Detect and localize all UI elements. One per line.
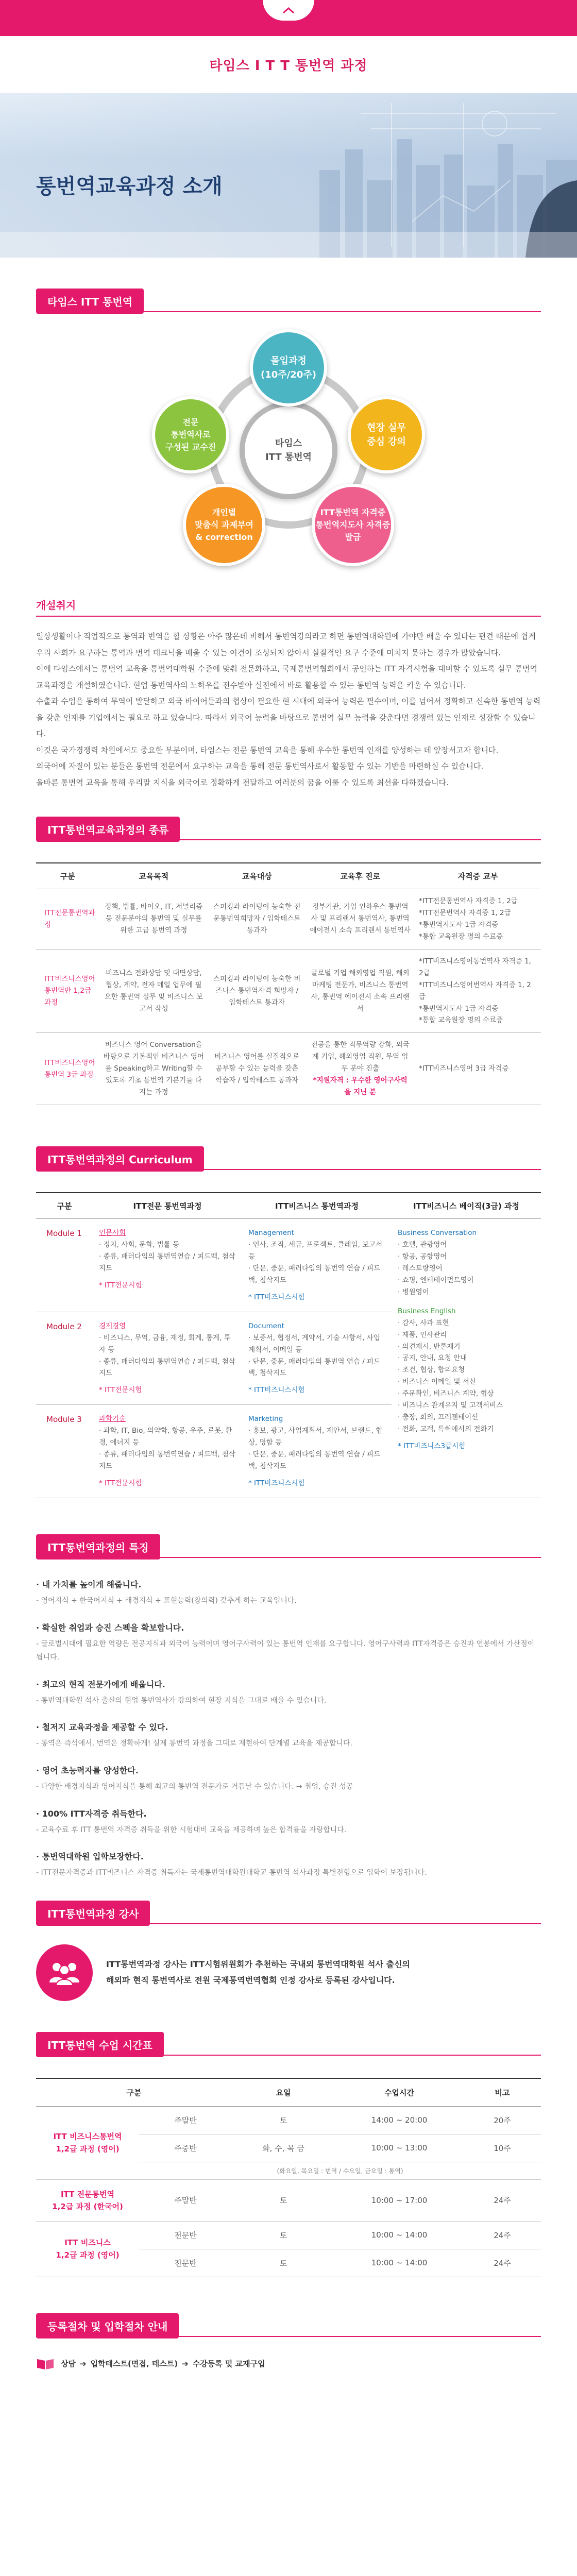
cell-body: · 감사, 사과 표현 · 제품, 인사관리 · 의견제시, 반론제기 · 공지, 안내, 요청 안내 · 조건, 협상, 합의요청 · 비즈니스 이메일 및 서신 · 주문확인, 비즈니스 계약, 협상 · 비즈니스 관계유지 및 고객서비스 · 출장, 회의, 프레젠테이션 · 전화, 고객, 특허에서의 전화기 — [398, 1318, 503, 1434]
section-heading: ITT통번역과정 강사 — [36, 1901, 150, 1926]
purpose-paragraph: 이에 타임스에서는 통번역 교육을 통번역대학원 수준에 맞춰 전문화하고, 국제통번역협회에서 공인하는 ITT 자격시험을 대비할 수 있도록 실무 통번역 교육과정을 개설하였습니다. 현업 통번역사의 노하우를 전수받아 실전에서 바로 활용할 수 있는 통번역 능력을 키울 수 있습니다. — [36, 664, 537, 690]
cell-note: * ITT전문시험 — [99, 1281, 142, 1290]
col-header: 교육대상 — [208, 863, 306, 889]
cell-title: 인문사회 — [99, 1229, 126, 1238]
purpose-text — [36, 629, 541, 791]
cell-body: · 홍보, 광고, 사업계획서, 제안서, 브랜드, 협상, 명함 등 · 단문, 중문, 패러다임의 통번역 연습 / 피드백, 첨삭지도 — [248, 1427, 383, 1471]
cycle-node-faculty — [152, 396, 229, 473]
cycle-node-label: 전문 통번역사로 구성된 교수진 — [165, 417, 216, 452]
divider — [36, 2055, 541, 2056]
divider — [36, 1923, 541, 1924]
class-type: 전문반 — [139, 2249, 232, 2277]
cell-note: * ITT비즈니스3급시험 — [398, 1442, 466, 1450]
course-cert: *ITT비즈니스영어통번역사 자격증 1, 2급 *ITT비즈니스영어번역사 자격증 1, 2급 *통번역지도사 1급 자격증 *통합 교육원장 명의 수료증 — [415, 949, 541, 1033]
class-day: 토 — [232, 2106, 335, 2134]
section-heading: ITT통번역교육과정의 종류 — [36, 817, 180, 842]
cycle-node-label: 몰입과정 (10주/20주) — [261, 355, 316, 380]
col-header: 수업시간 — [335, 2078, 464, 2107]
feature-desc: - 글로벌시대에 필요한 역량은 전공지식과 외국어 능력이며 영어구사력이 있는 통번역 인재를 요구합니다. 영어구사력과 ITT자격증은 승진과 연봉에서 가산점이 됩니다. — [36, 1639, 535, 1662]
divider — [36, 616, 541, 617]
table-row — [36, 2221, 541, 2249]
class-time: 10:00 ~ 14:00 — [335, 2249, 464, 2277]
class-note: 24주 — [464, 2179, 541, 2221]
cell-note: * ITT전문시험 — [99, 1479, 142, 1487]
feature-title: · 내 가치를 높이게 해줍니다. — [36, 1579, 142, 1589]
col-header: ITT비즈니스 베이직(3급) 과정 — [392, 1193, 541, 1219]
module-name: Module 2 — [36, 1312, 93, 1405]
class-type: 주말반 — [139, 2106, 232, 2134]
cell-body: · 정치, 사회, 문화, 법률 등 · 종류, 패러다임의 통번역연습 / 피드백, 첨삭지도 — [99, 1241, 235, 1273]
section-features — [0, 1534, 577, 1560]
cycle-node-label: ITT통번역 자격증 통번역지도사 자격증 발급 — [315, 507, 391, 542]
course-target: 스피킹과 라이팅이 능숙한 비즈니스 통번역자격 희망자 / 입학테스트 통과자 — [208, 949, 306, 1033]
cycle-node-label: 개인별 맞춤식 과제부여 & correction — [195, 507, 253, 542]
col-header: 교육후 진로 — [306, 863, 415, 889]
cycle-node-personal — [183, 484, 265, 566]
section-schedule — [0, 2032, 577, 2057]
feature-desc: - 통역은 즉석에서, 번역은 정확하게! 실제 통번역 과정을 그대로 재현하여 단계별 교육을 제공합니다. — [36, 1739, 352, 1748]
course-cert: *ITT전문통번역사 자격증 1, 2급 *ITT전문번역사 자격증 1, 2급 *통번역지도사 1급 자격증 *통합 교육원장 명의 수료증 — [415, 889, 541, 950]
cell-title: 경제경영 — [99, 1321, 126, 1330]
col-header: 자격증 교부 — [415, 863, 541, 889]
table-row — [36, 2179, 541, 2221]
feature-title: · 100% ITT자격증 취득한다. — [36, 1808, 147, 1819]
arrow-right-icon: ➔ — [79, 2359, 87, 2368]
curriculum-cell — [392, 1219, 541, 1498]
course-types-table — [36, 862, 541, 1105]
course-name: ITT비즈니스영어 통번역 3급 과정 — [36, 1033, 99, 1105]
cycle-node-certificate — [312, 484, 394, 566]
schedule-table — [36, 2078, 541, 2277]
lecturer-info — [36, 1944, 541, 2001]
curriculum-cell — [93, 1312, 242, 1405]
course-target: 비즈니스 영어를 실질적으로 공부할 수 있는 능력을 갖춘 학습자 / 입학테스트 통과자 — [208, 1033, 306, 1105]
feature-title: · 영어 초능력자를 양성한다. — [36, 1765, 139, 1775]
schedule-note: (화요일, 목요일 : 번역 / 수요일, 금요일 : 통역) — [139, 2162, 541, 2179]
class-note: 24주 — [464, 2249, 541, 2277]
career-text: 전공을 통한 직무역량 강화, 외국계 기업, 해외영업 직원, 무역 업무 분야 진출 — [311, 1041, 410, 1073]
section-purpose — [0, 597, 577, 617]
table-row — [36, 1219, 541, 1312]
curriculum-cell — [242, 1405, 392, 1498]
arrow-right-icon: ➔ — [182, 2359, 189, 2368]
feature-desc: - 교육수료 후 ITT 통번역 자격증 취득을 위한 시험대비 교육을 제공하며 높은 합격률을 자랑합니다. — [36, 1825, 347, 1834]
schedule-group: ITT 전문통번역 1,2급 과정 (한국어) — [36, 2179, 139, 2221]
feature-desc: - ITT전문자격증과 ITT비즈니스 자격증 취득자는 국제통번역대학원대학교 통번역 석사과정 특별전형으로 입학이 보장됩니다. — [36, 1869, 427, 1877]
course-career — [306, 1033, 415, 1105]
class-type: 주말반 — [139, 2179, 232, 2221]
feature-desc: - 영어지식 + 한국어지식 + 배경지식 + 표현능력(창의력) 갖추게 하는 교육입니다. — [36, 1596, 297, 1605]
section-heading: ITT통번역과정의 Curriculum — [36, 1146, 204, 1172]
course-purpose: 비즈니스 전화상담 및 대면상담, 협상, 계약, 전자 메일 업무에 필요한 통번역 실무 및 비즈니스 보고서 작성 — [99, 949, 209, 1033]
class-time: 10:00 ~ 17:00 — [335, 2179, 464, 2221]
hero-banner — [0, 93, 577, 258]
cell-title: Management — [248, 1229, 294, 1238]
lecturer-description: ITT통번역과정 강사는 ITT시험위원회가 추천하는 국내외 통번역대학원 석사 출신의 해외파 현직 통번역사로 전원 국제통역번역협회 인정 강사로 등록된 강사입니다. — [106, 1959, 410, 1985]
purpose-paragraph: 올바른 통번역 교육을 통해 우리말 지식을 외국어로 정확하게 전달하고 여러분의 꿈을 이룰 수 있도록 최선을 다하겠습니다. — [36, 777, 449, 787]
feature-item — [36, 1578, 541, 1608]
table-row — [36, 889, 541, 950]
scroll-top-button[interactable] — [263, 0, 314, 21]
cell-body: · 비즈니스, 무역, 금융, 재정, 회계, 통계, 투자 등 · 종류, 패러다임의 통번역연습 / 피드백, 첨삭지도 — [99, 1333, 235, 1378]
divider — [36, 839, 541, 840]
col-header: 비고 — [464, 2078, 541, 2107]
col-header: 요일 — [232, 2078, 335, 2107]
module-name: Module 3 — [36, 1405, 93, 1498]
course-name: ITT비즈니스영어 통번역반 1,2급 과정 — [36, 949, 99, 1033]
table-row — [36, 2106, 541, 2134]
purpose-paragraph: 수출과 수입을 통하여 무역이 발달하고 외국 바이어들과의 협상이 필요한 현 시대에 외국어 능력은 필수이며, 이를 넘어서 정확하고 신속한 통번역 능력을 갖춘 인재를 기업에서는 필요로 하고 있습니다. 따라서 외국어 능력을 바탕으로 통번역 실무 능력을 갖춘다면 경쟁력 있는 인재로 성장할 수 있습니다. — [36, 697, 541, 738]
feature-desc: - 다양한 배경지식과 영어지식을 통해 최고의 통번역 전문가로 거듭날 수 있습니다. → 취업, 승진 성공 — [36, 1782, 353, 1791]
cell-body: · 호텔, 관광영어 · 항공, 공항영어 · 레스토랑영어 · 쇼핑, 엔터테이먼트영어 · 병원영어 — [398, 1241, 474, 1296]
divider — [36, 1169, 541, 1170]
section-heading: ITT통번역 수업 시간표 — [36, 2032, 164, 2057]
divider — [36, 2336, 541, 2337]
table-row — [36, 949, 541, 1033]
cell-body: · 보증서, 협정서, 계약서, 기술 사항서, 사업계획서, 이메일 등 · 단문, 중문, 패러다임의 통번역 연습 / 피드백, 첨삭지도 — [248, 1333, 381, 1378]
feature-title: · 확실한 취업과 승진 스펙을 확보합니다. — [36, 1622, 184, 1633]
cell-title: Document — [248, 1321, 284, 1330]
schedule-group: ITT 비즈니스 1,2급 과정 (영어) — [36, 2221, 139, 2277]
course-title: 타임스 I T T 통번역 과정 — [209, 58, 368, 74]
class-note: 24주 — [464, 2221, 541, 2249]
feature-item — [36, 1678, 541, 1708]
course-target: 스피킹과 라이팅이 능숙한 전문통번역희망자 / 입학테스트 통과자 — [208, 889, 306, 950]
divider — [36, 311, 541, 312]
class-time: 14:00 ~ 20:00 — [335, 2106, 464, 2134]
program-cycle-diagram — [0, 324, 577, 571]
feature-item — [36, 1850, 541, 1880]
purpose-paragraph: 이것은 국가경쟁력 차원에서도 중요한 부분이며, 타임스는 전문 통번역 교육을 통해 우수한 통번역 인재를 양성하는 데 앞장서고자 합니다. — [36, 745, 499, 755]
top-banner — [0, 0, 577, 36]
cell-title: Business English — [398, 1307, 456, 1315]
section-registration — [0, 2313, 577, 2338]
cycle-center — [240, 401, 337, 499]
class-time: 10:00 ~ 14:00 — [335, 2221, 464, 2249]
course-purpose: 정책, 법률, 바이오, IT, 저널리즘 등 전문분야의 통번역 및 실무를 위한 고급 통번역 과정 — [99, 889, 209, 950]
section-itt-overview — [0, 289, 577, 314]
course-purpose: 비즈니스 영어 Conversation을 바탕으로 기본적인 비즈니스 영어를 Speaking하고 Writing할 수 있도록 기초 통번역 기본기를 다지는 과정 — [99, 1033, 209, 1105]
section-heading: 등록절차 및 입학절차 안내 — [36, 2313, 179, 2338]
people-icon — [36, 1944, 93, 2001]
class-note: 10주 — [464, 2134, 541, 2162]
curriculum-cell — [242, 1219, 392, 1312]
cell-body: · 인사, 조직, 세금, 프로젝트, 클레임, 보고서 등 · 단문, 중문, 패러다임의 통번역 연습 / 피드백, 첨삭지도 — [248, 1241, 383, 1284]
cell-title: 과학기술 — [99, 1415, 126, 1423]
section-heading: ITT통번역과정의 특징 — [36, 1534, 160, 1560]
schedule-group: ITT 비즈니스통번역 1,2급 과정 (영어) — [36, 2106, 139, 2179]
cell-title: Business Conversation — [398, 1229, 477, 1238]
qualification-note: *지원자격 : 우수한 영어구사력을 지닌 분 — [313, 1076, 408, 1097]
feature-title: · 최고의 현직 전문가에게 배웁니다. — [36, 1679, 165, 1689]
col-header: 구분 — [36, 2078, 232, 2107]
feature-item — [36, 1764, 541, 1794]
col-header: ITT비즈니스 통번역과정 — [242, 1193, 392, 1219]
feature-title: · 통번역대학원 입학보장한다. — [36, 1852, 144, 1862]
class-day: 화, 수, 목 금 — [232, 2134, 335, 2162]
feature-item — [36, 1721, 541, 1751]
cell-note: * ITT전문시험 — [99, 1386, 142, 1395]
cell-title: Marketing — [248, 1415, 283, 1423]
curriculum-cell — [93, 1219, 242, 1312]
feature-title: · 철저지 교육과정을 제공할 수 있다. — [36, 1722, 168, 1733]
hero-title: 통번역교육과정 소개 — [36, 174, 223, 198]
col-header: 구분 — [36, 1193, 93, 1219]
feature-desc: - 통번역대학원 석사 출신의 현업 통번역사가 강의하여 현장 지식을 그대로 배울 수 있습니다. — [36, 1696, 327, 1705]
chevron-up-icon — [282, 6, 295, 14]
class-day: 토 — [232, 2221, 335, 2249]
cell-body: · 과학, IT, Bio, 의약학, 항공, 우주, 로봇, 환경, 에너지 등 · 종류, 패러다임의 통번역연습 / 피드백, 첨삭지도 — [99, 1427, 235, 1471]
module-name: Module 1 — [36, 1219, 93, 1312]
class-type: 주중반 — [139, 2134, 232, 2162]
col-header: ITT전문 통번역과정 — [93, 1193, 242, 1219]
curriculum-cell — [242, 1312, 392, 1405]
course-cert: *ITT비즈니스영어 3급 자격증 — [415, 1033, 541, 1105]
section-curriculum — [0, 1146, 577, 1172]
feature-item — [36, 1621, 541, 1665]
class-note: 20주 — [464, 2106, 541, 2134]
cell-note: * ITT비즈니스시험 — [248, 1479, 305, 1487]
cycle-node-label: 현장 실무 중심 강의 — [367, 422, 406, 447]
features-list — [36, 1578, 541, 1880]
col-header: 구분 — [36, 863, 99, 889]
section-course-types — [0, 817, 577, 842]
book-icon — [36, 2357, 55, 2370]
purpose-paragraph: 외국어에 자질이 있는 분들은 통번역 전문에서 요구하는 교육을 통해 전문 통번역사로서 활동할 수 있는 기반을 마련하실 수 있습니다. — [36, 761, 484, 771]
curriculum-table — [36, 1192, 541, 1498]
cell-note: * ITT비즈니스시험 — [248, 1386, 305, 1395]
purpose-paragraph: 일상생활이나 직업적으로 통역과 번역을 할 상황은 아주 많은데 비해서 통번역강의라고 하면 통번역대학원에 가야만 배울 수 있다는 편견 때문에 쉽게 우리 사회가 요구하는 통역과 번역 테크닉을 배울 수 있는 여건이 조성되지 않아서 실질적인 요구 수준에 미치지 못하는 경우가 많았습니다. — [36, 632, 536, 657]
divider — [36, 1557, 541, 1558]
course-name: ITT전문통번역과정 — [36, 889, 99, 950]
curriculum-cell — [93, 1405, 242, 1498]
col-header: 교육목적 — [99, 863, 209, 889]
cell-note: * ITT비즈니스시험 — [248, 1293, 305, 1301]
table-row — [36, 1033, 541, 1105]
class-day: 토 — [232, 2249, 335, 2277]
cycle-node-practical — [348, 396, 425, 473]
step-consult: 상담 — [61, 2359, 76, 2369]
cycle-center-label: 타임스 ITT 통번역 — [265, 438, 312, 463]
step-enroll: 수강등록 및 교재구입 — [192, 2359, 265, 2369]
people-glyph — [46, 1960, 82, 1986]
class-day: 토 — [232, 2179, 335, 2221]
class-type: 전문반 — [139, 2221, 232, 2249]
course-career: 글로벌 기업 해외영업 직원, 해외 마케팅 전문가, 비즈니스 통번역사, 통번역 에이전시 소속 프리랜서 — [306, 949, 415, 1033]
cycle-node-immersion — [250, 329, 327, 406]
step-test: 입학테스트(면접, 테스트) — [90, 2359, 178, 2369]
class-time: 10:00 ~ 13:00 — [335, 2134, 464, 2162]
section-lecturers — [0, 1901, 577, 1926]
section-heading: 개설취지 — [36, 599, 76, 612]
feature-item — [36, 1807, 541, 1837]
course-career: 정부기관, 기업 인하우스 통번역사 및 프리랜서 통번역사, 통번역 에이전시 소속 프리랜서 통번역사 — [306, 889, 415, 950]
section-heading: 타임스 ITT 통번역 — [36, 289, 144, 314]
registration-steps — [36, 2357, 577, 2370]
